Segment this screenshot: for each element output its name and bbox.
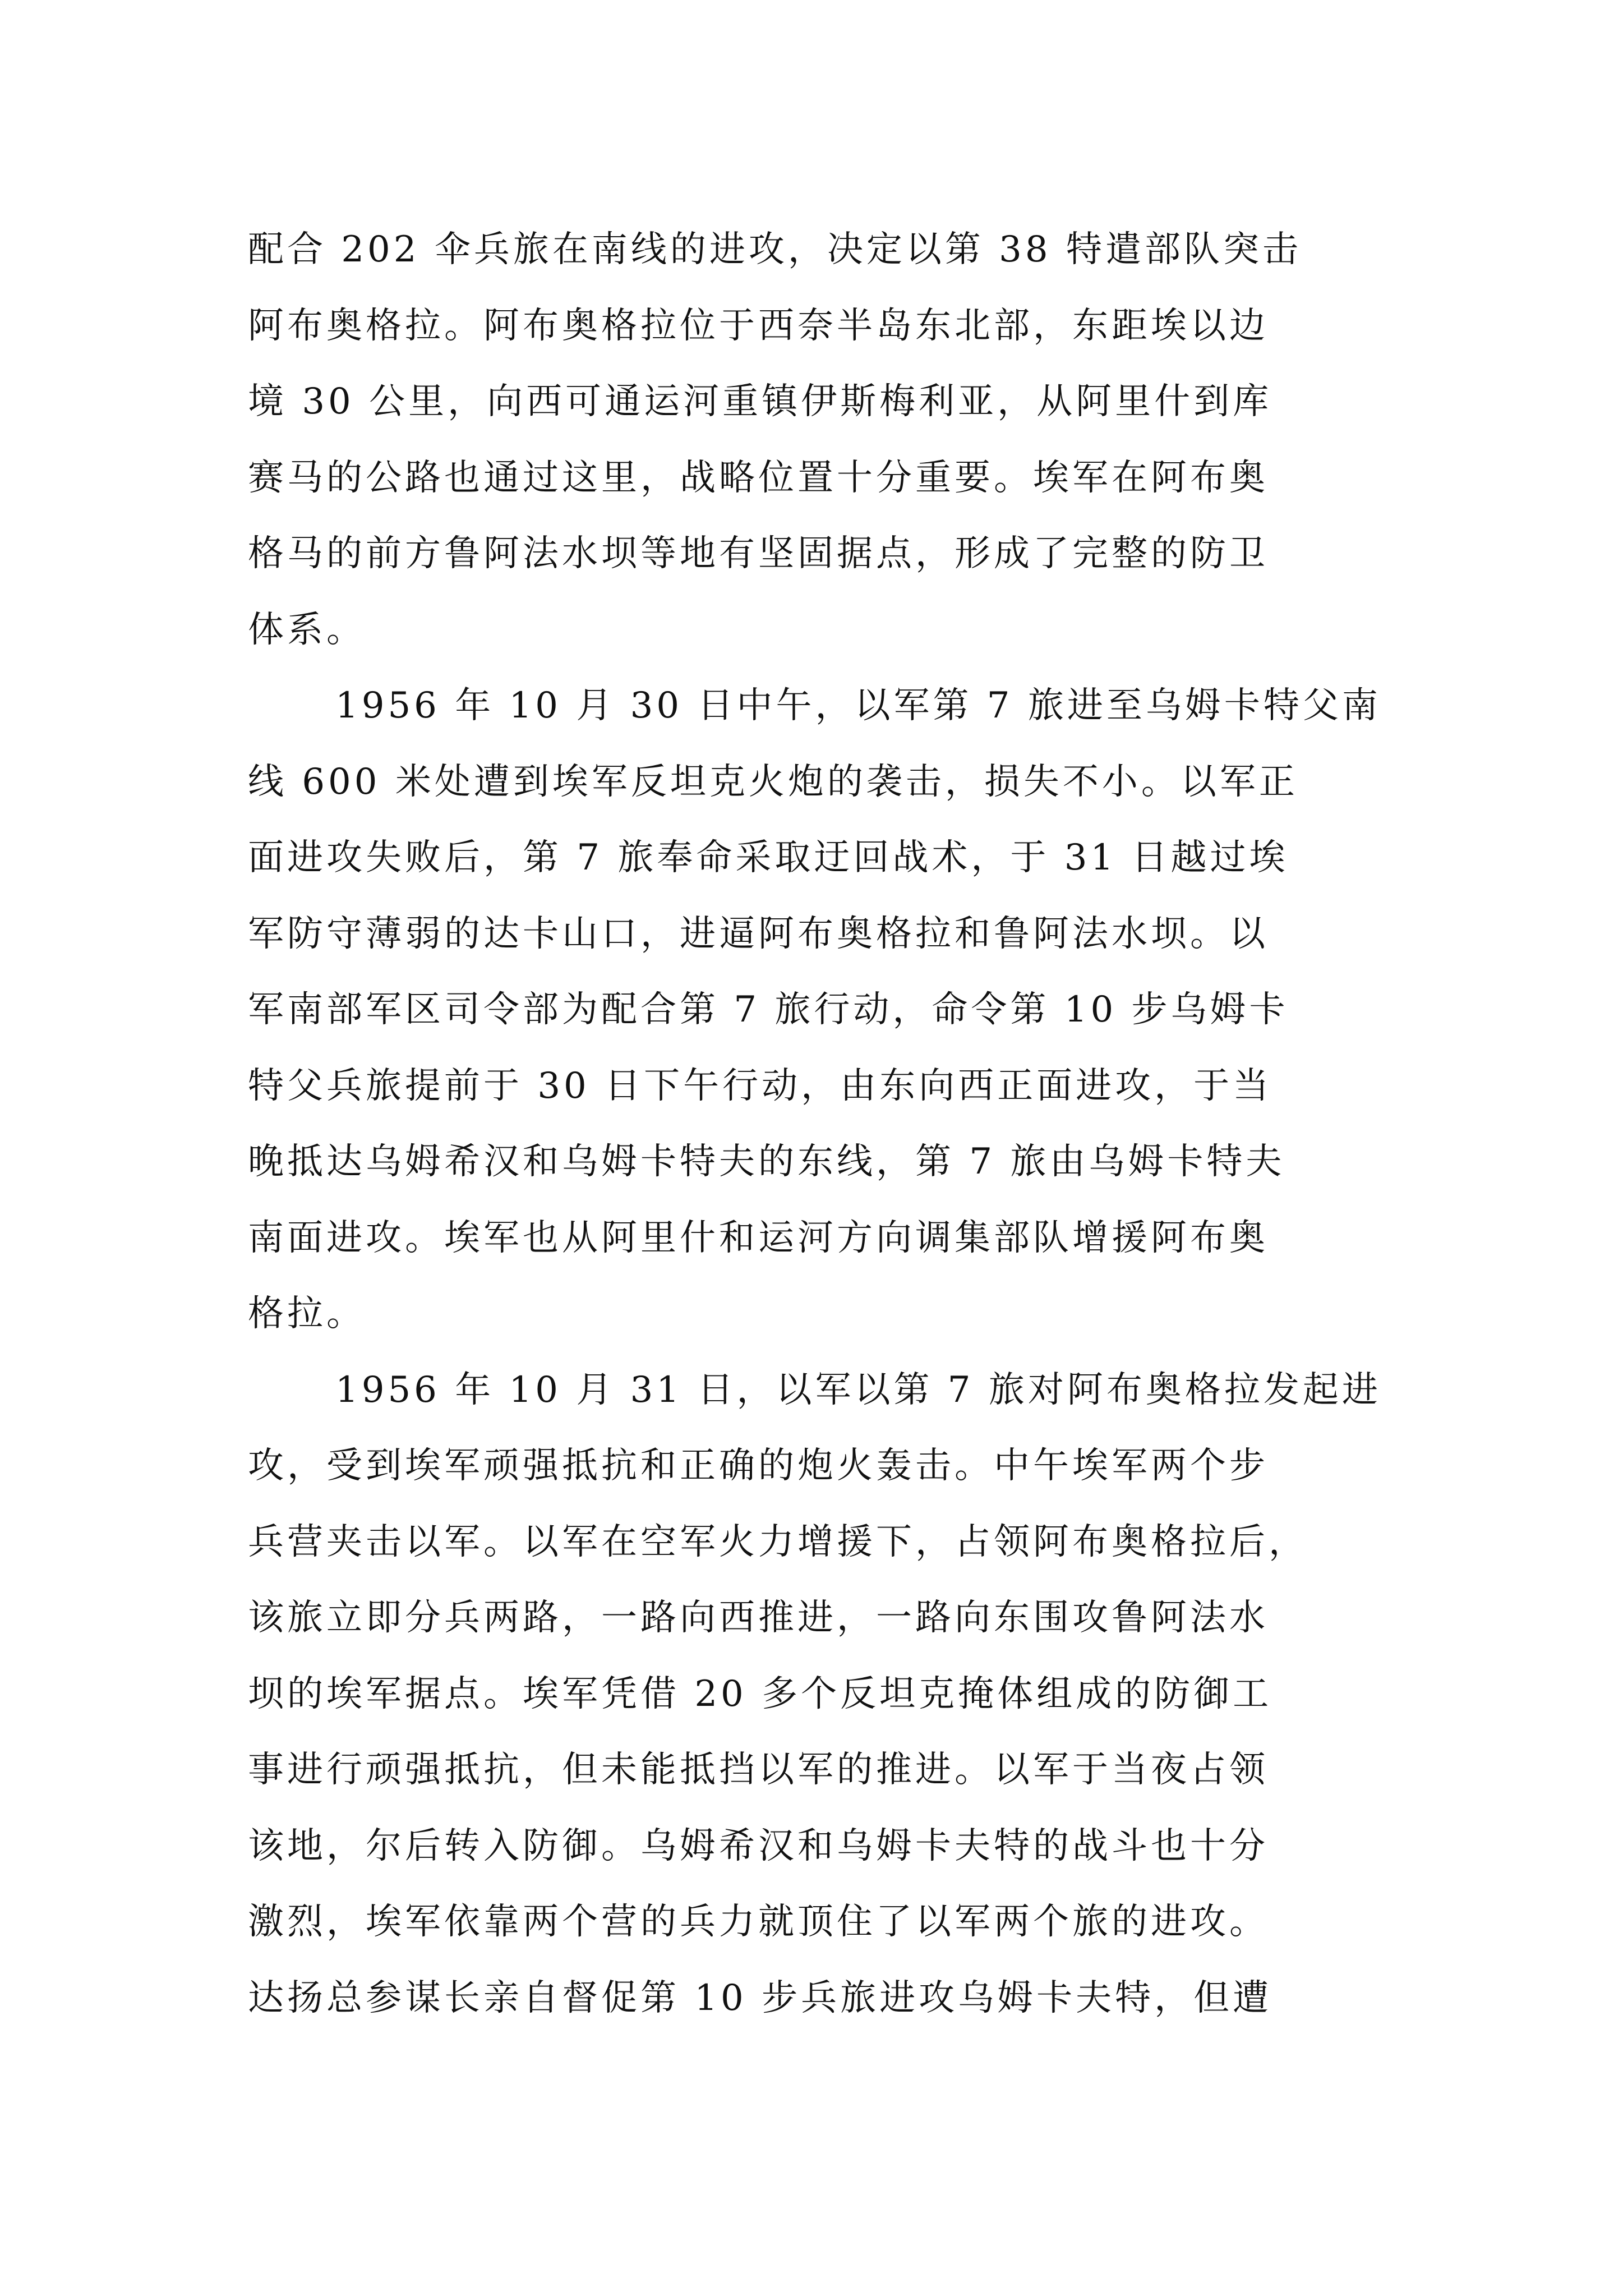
text-line: 线 600 米处遭到埃军反坦克火炮的袭击，损失不小。以军正 [248,761,1298,803]
text-line: 配合 202 伞兵旅在南线的进攻，决定以第 38 特遣部队突击 [248,229,1302,270]
text-line: 赛马的公路也通过这里，战略位置十分重要。埃军在阿布奥 [248,457,1269,499]
text-line: 激烈，埃军依靠两个营的兵力就顶住了以军两个旅的进攻。 [248,1901,1269,1943]
text-line: 格马的前方鲁阿法水坝等地有坚固据点，形成了完整的防卫 [248,533,1269,574]
text-line: 1956 年 10 月 31 日，以军以第 7 旅对阿布奥格拉发起进 [335,1369,1381,1411]
text-line: 1956 年 10 月 30 日中午，以军第 7 旅进至乌姆卡特父南 [335,685,1381,726]
paragraph-3 [248,1352,1386,2037]
text-line: 攻，受到埃军顽强抵抗和正确的炮火轰击。中午埃军两个步 [248,1445,1269,1487]
text-line: 该旅立即分兵两路，一路向西推进，一路向东围攻鲁阿法水 [248,1597,1269,1639]
text-line: 该地，尔后转入防御。乌姆希汉和乌姆卡夫特的战斗也十分 [248,1825,1269,1867]
text-line: 晚抵达乌姆希汉和乌姆卡特夫的东线，第 7 旅由乌姆卡特夫 [248,1141,1285,1182]
text-line: 阿布奥格拉。阿布奥格拉位于西奈半岛东北部，东距埃以边 [248,305,1269,347]
text-line: 特父兵旅提前于 30 日下午行动，由东向西正面进攻，于当 [248,1065,1272,1107]
text-line: 兵营夹击以军。以军在空军火力增援下，占领阿布奥格拉后， [248,1521,1308,1563]
document-body [248,212,1386,2036]
text-line: 军南部军区司令部为配合第 7 旅行动，命令第 10 步乌姆卡 [248,989,1289,1030]
text-line: 事进行顽强抵抗，但未能抵挡以军的推进。以军于当夜占领 [248,1749,1269,1791]
paragraph-1 [248,212,1386,668]
text-line: 南面进攻。埃军也从阿里什和运河方向调集部队增援阿布奥 [248,1217,1269,1259]
text-line: 坝的埃军据点。埃军凭借 20 多个反坦克掩体组成的防御工 [248,1673,1272,1715]
text-line: 体系。 [248,609,366,651]
text-line: 面进攻失败后，第 7 旅奉命采取迂回战术，于 31 日越过埃 [248,837,1289,878]
text-line: 达扬总参谋长亲自督促第 10 步兵旅进攻乌姆卡夫特，但遭 [248,1977,1272,2019]
text-line: 境 30 公里，向西可通运河重镇伊斯梅利亚，从阿里什到库 [248,381,1272,422]
text-line: 军防守薄弱的达卡山口，进逼阿布奥格拉和鲁阿法水坝。以 [248,913,1269,955]
text-line: 格拉。 [248,1293,366,1335]
paragraph-2 [248,668,1386,1352]
